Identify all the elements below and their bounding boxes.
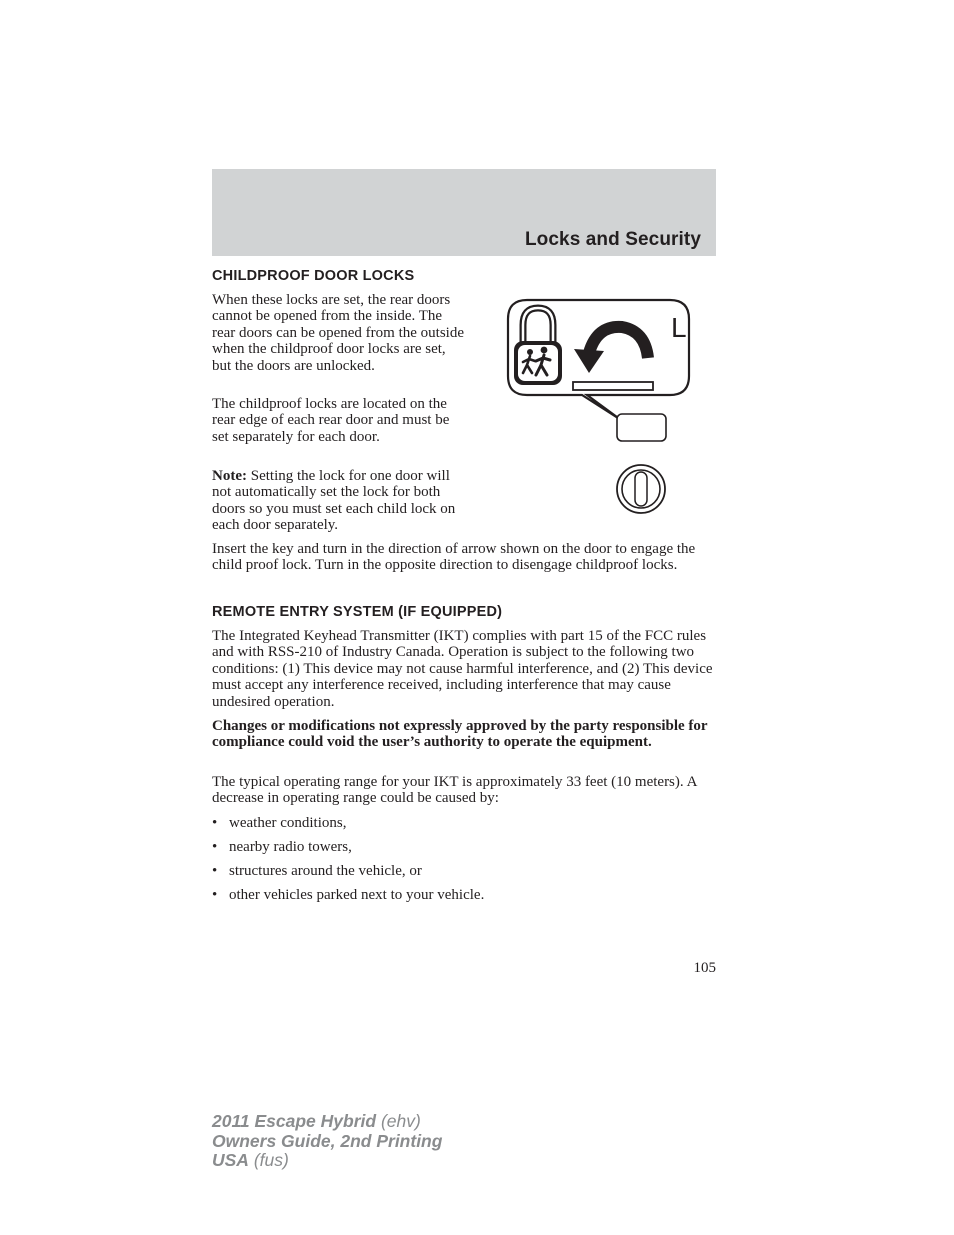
footer-line-1: 2011 Escape Hybrid (ehv) xyxy=(212,1111,421,1131)
list-item: • structures around the vehicle, or xyxy=(212,863,422,879)
footer-line-2: Owners Guide, 2nd Printing xyxy=(212,1130,443,1151)
note-text: Setting the lock for one door will not automatically set the lock for both doors so you must set each child lock on each door separately. xyxy=(212,468,456,534)
childproof-lock-illustration xyxy=(505,297,695,521)
remote-entry-heading: REMOTE ENTRY SYSTEM (IF EQUIPPED) xyxy=(212,604,503,620)
page-number: 105 xyxy=(693,960,716,976)
child-lock-diagram xyxy=(505,297,695,517)
remote-entry-warning: Changes or modifications not expressly approved by the party responsible for compliance could void the user’s authority to operate the equipment. xyxy=(212,718,708,751)
lock-lever xyxy=(617,414,666,441)
lock-slot-bar xyxy=(573,382,653,390)
lock-position-letter: L xyxy=(671,312,687,343)
key-cylinder-icon xyxy=(617,465,665,513)
childproof-paragraph-3: Insert the key and turn in the direction of arrow shown on the door to engage the child proof lock. Turn in the opposite direction to disengage childproof locks. xyxy=(212,541,696,574)
section-header-band xyxy=(212,169,716,256)
range-factors-list xyxy=(212,814,484,910)
childproof-paragraph-1: When these locks are set, the rear doors cannot be opened from the inside. The rear doors can be opened from the outside when the childproof door locks are set, but the doors are unlocked. xyxy=(212,292,464,374)
remote-entry-paragraph-1: The Integrated Keyhead Transmitter (IKT) complies with part 15 of the FCC rules and with RSS-210 of Industry Canada. Operation is subject to the following two conditions: (1) This device may not cause harmful interference, and (2) This device must accept any interference received, including interference that may cause undesired operation. xyxy=(212,628,713,710)
childproof-heading: CHILDPROOF DOOR LOCKS xyxy=(212,268,415,284)
list-item: • other vehicles parked next to your vehicle. xyxy=(212,887,485,903)
section-title: Locks and Security xyxy=(524,229,701,250)
childproof-note xyxy=(212,468,467,534)
list-item: • nearby radio towers, xyxy=(212,839,352,855)
childproof-paragraph-2: The childproof locks are located on the rear edge of each rear door and must be set separately for each door. xyxy=(212,396,450,445)
document-footer xyxy=(212,1112,442,1171)
remote-entry-paragraph-2: The typical operating range for your IKT is approximately 33 feet (10 meters). A decrease in operating range could be caused by: xyxy=(212,774,697,807)
note-label: Note: xyxy=(212,468,247,484)
footer-line-3: USA (fus) xyxy=(212,1150,289,1170)
list-item: • weather conditions, xyxy=(212,815,347,831)
